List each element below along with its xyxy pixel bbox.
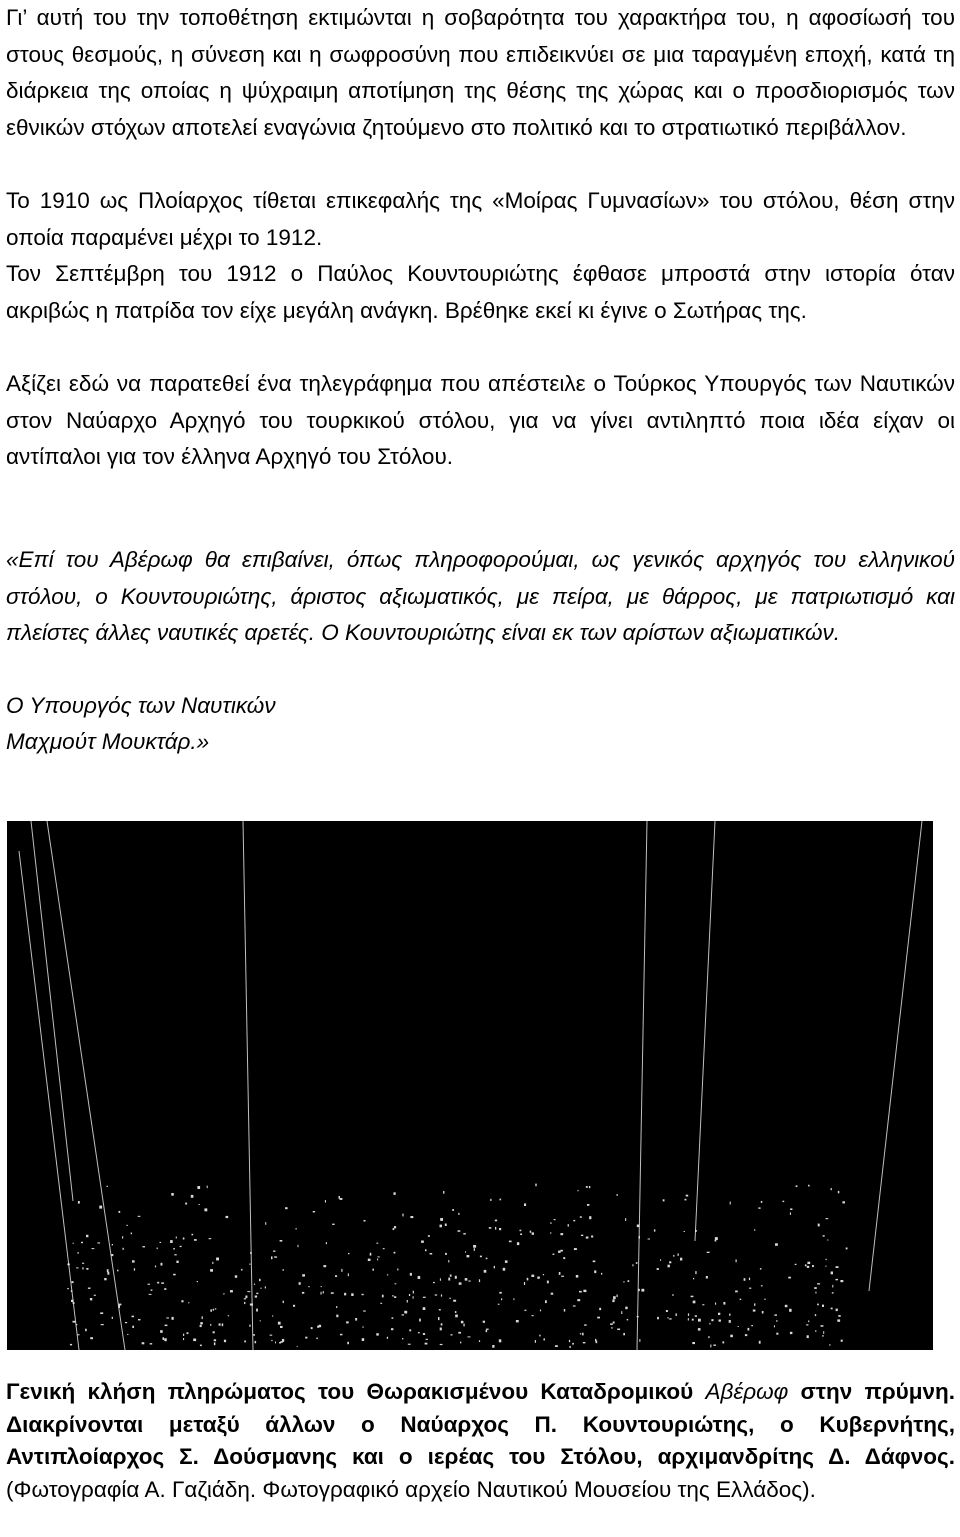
caption-ship-name: Αβέρωφ <box>705 1379 789 1404</box>
paragraph-telegram-intro: Αξίζει εδώ να παρατεθεί ένα τηλεγράφημα που απέστειλε ο Τούρκος Υπουργός των Ναυτικών στον Ναύαρχο Αρχηγό του τουρκικού στόλου, για να γίνει αντιληπτό ποια ιδέα είχαν οι αντίπαλοι για τον έλληνα Αρχηγό του Στόλου. <box>6 371 955 470</box>
historical-photograph <box>7 821 933 1350</box>
caption-bold-1: Γενική κλήση πληρώματος του Θωρακισμένου Καταδρομικού <box>6 1379 706 1404</box>
photo-artwork <box>7 821 933 1350</box>
telegram-quote: «Επί του Αβέρωφ θα επιβαίνει, όπως πληροφορούμαι, ως γενικός αρχηγός του ελληνικού στόλου, ο Κουντουριώτης, άριστος αξιωματικός, με πείρα, με θάρρος, με πατριωτισμό και πλείστες άλλες ναυτικές αρετές. Ο Κουντουριώτης είναι εκ των αρίστων αξιωματικών. <box>6 547 955 646</box>
paragraph-intro: Γι’ αυτή του την τοποθέτηση εκτιμώνται η σοβαρότητα του χαρακτήρα του, η αφοσίωσή του στους θεσμούς, η σύνεση και η σωφροσύνη που επιδεικνύει σε μια ταραγμένη εποχή, κατά τη διάρκεια της οποίας η ψύχραιμη αποτίμηση της θέσης της χώρας και ο προσδιορισμός των εθνικών στόχων αποτελεί εναγώνια ζητούμενο στο πολιτικό και το στρατιωτικό περιβάλλον. <box>6 5 955 140</box>
telegram-signature-name: Μαχμούτ Μουκτάρ.» <box>6 729 210 754</box>
caption-bold-2: στην πρύμνη. Διακρίνονται μεταξύ άλλων ο Ναύαρχος Π. Κουντουριώτης, ο Κυβερνήτης, Αντιπλοίαρχος Σ. Δούσμανης και ο ιερέας του Στόλου, αρχιμανδρίτης Δ. Δάφνος. <box>6 1379 955 1470</box>
paragraph-1912: Τον Σεπτέμβρη του 1912 ο Παύλος Κουντουριώτης έφθασε μπροστά στην ιστορία όταν ακριβώς η πατρίδα τον είχε μεγάλη ανάγκη. Βρέθηκε εκεί κι έγινε ο Σωτήρας της. <box>6 261 955 323</box>
photo-caption <box>6 1376 955 1506</box>
telegram-signature-title: Ο Υπουργός των Ναυτικών <box>6 693 276 718</box>
paragraph-1910: Το 1910 ως Πλοίαρχος τίθεται επικεφαλής της «Μοίρας Γυμνασίων» του στόλου, θέση στην οποία παραμένει μέχρι το 1912. <box>6 188 955 250</box>
caption-credit: (Φωτογραφία Α. Γαζιάδη. Φωτογραφικό αρχείο Ναυτικού Μουσείου της Ελλάδος). <box>6 1476 816 1502</box>
